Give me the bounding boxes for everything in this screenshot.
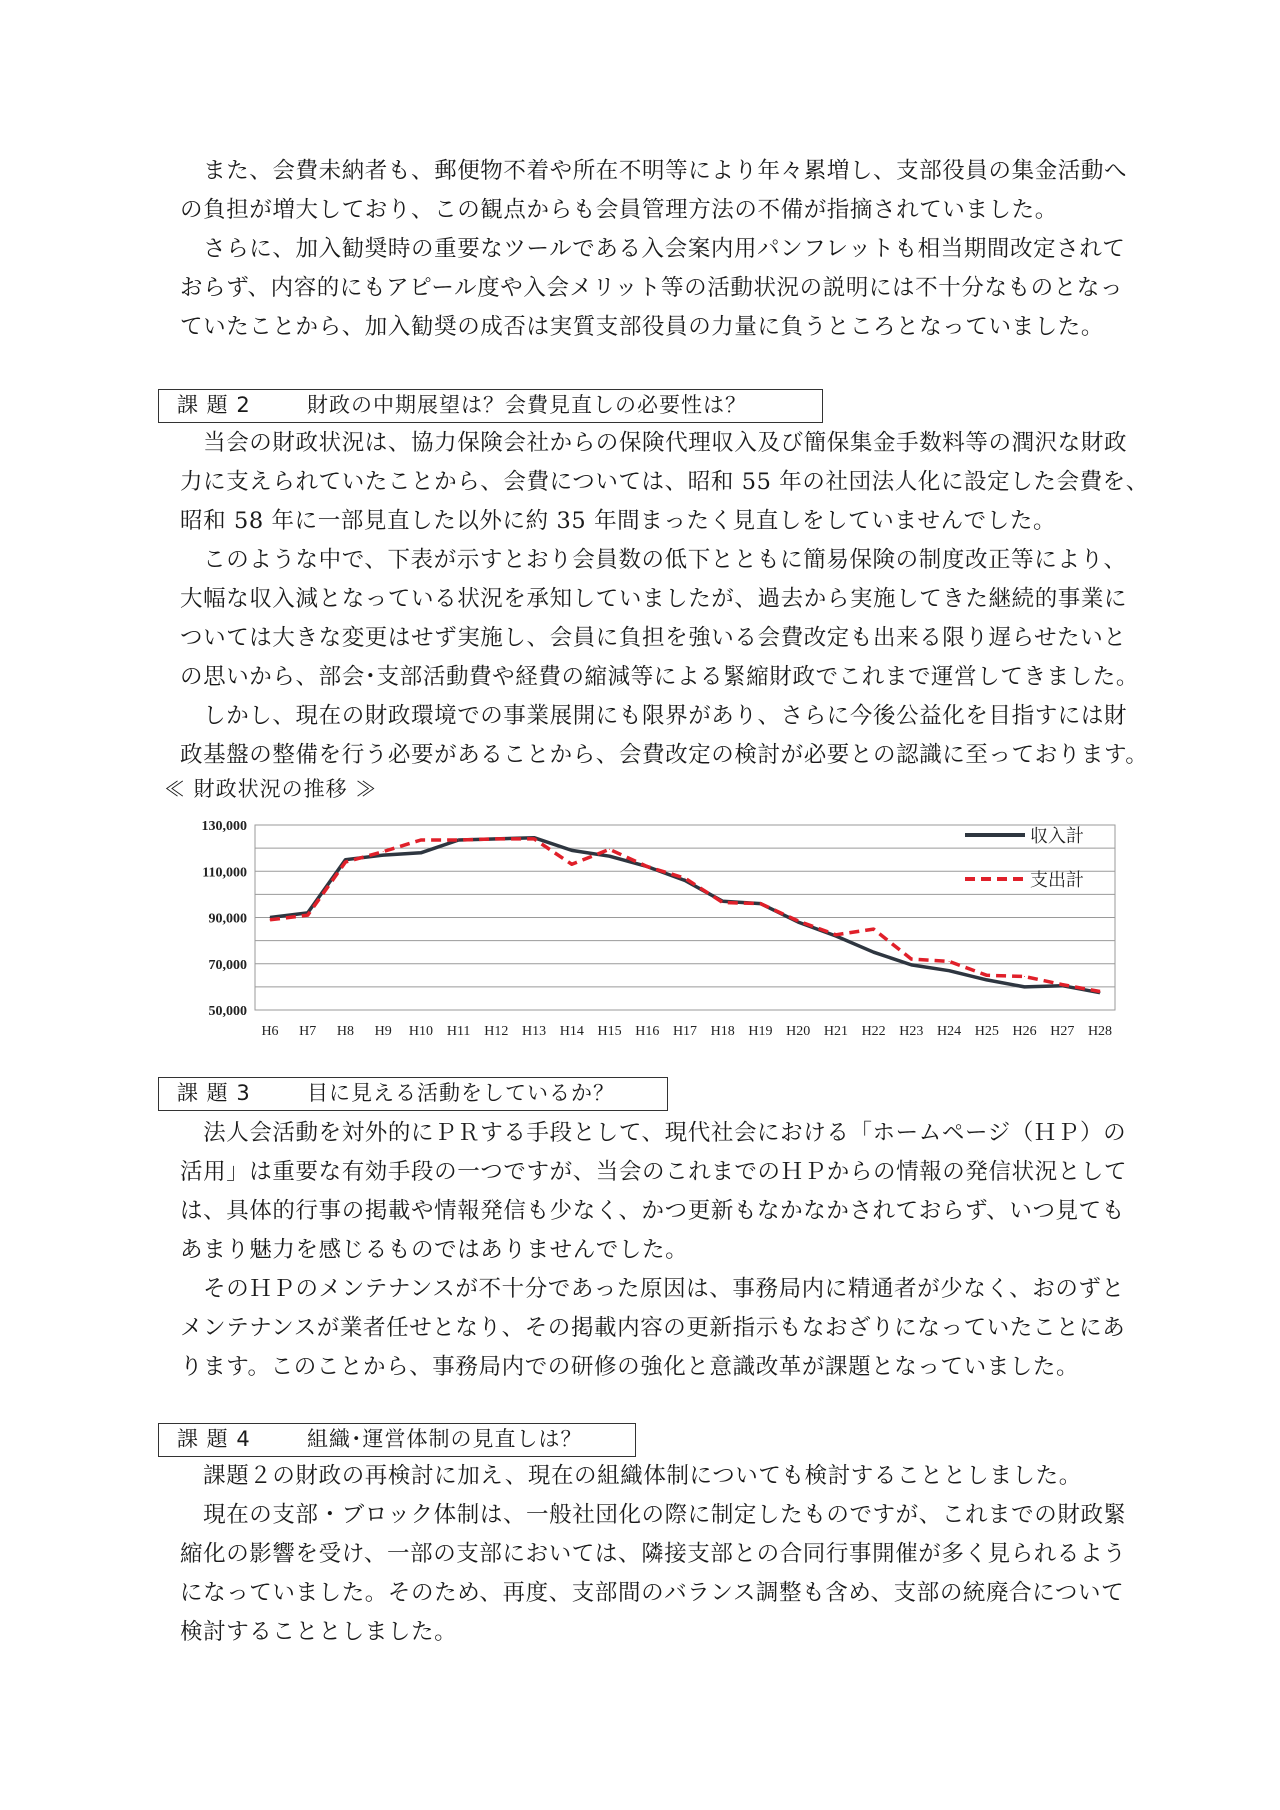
data-point bbox=[1100, 991, 1101, 992]
x-tick-label: H13 bbox=[522, 1024, 547, 1039]
data-point bbox=[1024, 986, 1025, 987]
x-tick-label: H12 bbox=[484, 1024, 509, 1039]
section-number: 課 題 4 bbox=[177, 1427, 251, 1451]
x-tick-label: H26 bbox=[1012, 1024, 1037, 1039]
text-line: ついては大きな変更はせず実施し、会員に負担を強いる会費改定も出来る限り遅らせたいと bbox=[180, 625, 1127, 651]
data-point bbox=[798, 922, 799, 923]
data-point bbox=[986, 979, 987, 980]
x-tick-label: H27 bbox=[1050, 1024, 1075, 1039]
text-line: おらず、内容的にもアピール度や入会メリット等の活動状況の説明には不十分なものとなっ bbox=[180, 275, 1124, 301]
x-tick-label: H24 bbox=[937, 1024, 962, 1039]
legend-label: 収入計 bbox=[1030, 826, 1084, 847]
data-point bbox=[571, 850, 572, 851]
text-line: 政基盤の整備を行う必要があることから、会費改定の検討が必要との認識に至っております。 bbox=[180, 742, 1149, 768]
section-title: 財政の中期展望は？会費見直しの必要性は？ bbox=[307, 393, 747, 417]
data-point bbox=[986, 975, 987, 976]
data-point bbox=[722, 902, 723, 903]
x-tick-label: H19 bbox=[748, 1024, 773, 1039]
data-point bbox=[1024, 976, 1025, 977]
data-point bbox=[345, 859, 346, 860]
data-point bbox=[458, 840, 459, 841]
section-2-body bbox=[180, 424, 1149, 775]
data-point bbox=[1062, 984, 1063, 985]
data-point bbox=[420, 840, 421, 841]
text-line: しかし、現在の財政環境での事業展開にも限界があり、さらに今後公益化を目指すには財 bbox=[180, 703, 1128, 729]
data-point bbox=[270, 919, 271, 920]
section-number: 課 題 2 bbox=[177, 393, 251, 417]
section-number: 課 題 3 bbox=[177, 1081, 251, 1105]
x-tick-label: H9 bbox=[374, 1024, 392, 1039]
series-line-1 bbox=[270, 838, 1100, 993]
data-point bbox=[685, 880, 686, 881]
text-line: の負担が増大しており、この観点からも会員管理方法の不備が指摘されていました。 bbox=[180, 197, 1058, 223]
data-point bbox=[571, 864, 572, 865]
text-line: ていたことから、加入勧奨の成否は実質支部役員の力量に負うところとなっていました。 bbox=[180, 314, 1105, 340]
data-point bbox=[685, 878, 686, 879]
data-point bbox=[383, 855, 384, 856]
section-title: 目に見える活動をしているか？ bbox=[307, 1081, 615, 1105]
x-tick-label: H7 bbox=[299, 1024, 317, 1039]
y-tick-label: 130,000 bbox=[201, 819, 247, 834]
data-point bbox=[835, 934, 836, 935]
data-point bbox=[383, 851, 384, 852]
text-line: このような中で、下表が示すとおり会員数の低下とともに簡易保険の制度改正等により、 bbox=[180, 547, 1127, 573]
section-title: 組織･運営体制の見直しは？ bbox=[307, 1427, 583, 1451]
chart-title: ≪ 財政状況の推移 ≫ bbox=[164, 777, 378, 801]
x-tick-label: H8 bbox=[336, 1024, 355, 1039]
legend-label: 支出計 bbox=[1030, 870, 1084, 891]
x-tick-label: H20 bbox=[786, 1024, 811, 1039]
text-line: 当会の財政状況は、協力保険会社からの保険代理収入及び簡保集金手数料等の潤沢な財政 bbox=[180, 430, 1128, 456]
x-tick-label: H16 bbox=[635, 1024, 660, 1039]
section-2-heading bbox=[158, 389, 823, 423]
data-point bbox=[307, 915, 308, 916]
text-line: の思いから、部会･支部活動費や経費の縮減等による緊縮財政でこれまで運営してきました。 bbox=[180, 664, 1139, 690]
data-point bbox=[949, 961, 950, 962]
x-tick-label: H14 bbox=[559, 1024, 584, 1039]
data-point bbox=[911, 959, 912, 960]
text-line: 活用」は重要な有効手段の一つですが、当会のこれまでのＨＰからの情報の発信状況として bbox=[180, 1159, 1128, 1185]
text-line: 力に支えられていたことから、会費については、昭和 55 年の社団法人化に設定した会費を、 bbox=[180, 469, 1149, 495]
data-point bbox=[345, 862, 346, 863]
y-tick-label: 90,000 bbox=[208, 911, 247, 927]
text-line: そのＨＰのメンテナンスが不十分であった原因は、事務局内に精通者が少なく、おのずと bbox=[180, 1276, 1125, 1302]
y-tick-label: 110,000 bbox=[202, 865, 247, 881]
finance-line-chart bbox=[160, 805, 1130, 1045]
data-point bbox=[496, 838, 497, 839]
section-4-heading bbox=[158, 1423, 636, 1457]
data-point bbox=[911, 964, 912, 965]
data-point bbox=[609, 856, 610, 857]
text-line: は、具体的行事の掲載や情報発信も少なく、かつ更新もなかなかされておらず、いつ見ても bbox=[180, 1198, 1125, 1224]
data-point bbox=[949, 970, 950, 971]
text-line: ります。このことから、事務局内での研修の強化と意識改革が課題となっていました。 bbox=[180, 1354, 1080, 1380]
y-tick-label: 50,000 bbox=[208, 1004, 247, 1019]
text-line: あまり魅力を感じるものではありませんでした。 bbox=[180, 1237, 689, 1263]
data-point bbox=[609, 849, 610, 850]
text-line: 昭和 58 年に一部見直した以外に約 35 年間まったく見直しをしていませんでした。 bbox=[180, 508, 1057, 534]
section-3-heading bbox=[158, 1077, 668, 1111]
text-line: 法人会活動を対外的にＰＲする手段として、現代社会における「ホームページ（ＨＰ）の bbox=[180, 1120, 1127, 1146]
section-3-body bbox=[180, 1114, 1140, 1387]
y-tick-label: 70,000 bbox=[208, 957, 247, 973]
text-line: 縮化の影響を受け、一部の支部においては、隣接支部との合同行事開催が多く見られるよう bbox=[180, 1541, 1127, 1567]
x-tick-label: H11 bbox=[446, 1024, 471, 1039]
x-tick-label: H10 bbox=[408, 1024, 433, 1039]
text-line: メンテナンスが業者任せとなり、その掲載内容の更新指示もなおざりになっていたことにあ bbox=[180, 1315, 1126, 1341]
x-tick-label: H25 bbox=[974, 1024, 999, 1039]
x-tick-label: H28 bbox=[1087, 1024, 1113, 1039]
data-point bbox=[420, 852, 421, 853]
text-line: 大幅な収入減となっている状況を承知していましたが、過去から実施してきた継続的事業に bbox=[180, 586, 1128, 612]
data-point bbox=[760, 903, 761, 904]
x-tick-label: H15 bbox=[597, 1024, 622, 1039]
x-tick-label: H17 bbox=[672, 1024, 698, 1039]
data-point bbox=[270, 917, 271, 918]
data-point bbox=[873, 952, 874, 953]
text-line: また、会費未納者も、郵便物不着や所在不明等により年々累増し、支部役員の集金活動へ bbox=[180, 158, 1128, 184]
data-point bbox=[798, 920, 799, 921]
series-line-2 bbox=[270, 839, 1100, 992]
section-4-body bbox=[180, 1457, 1140, 1652]
data-point bbox=[534, 838, 535, 839]
intro-paragraph bbox=[180, 152, 1140, 347]
text-line: 現在の支部・ブロック体制は、一般社団化の際に制定したものですが、これまでの財政緊 bbox=[180, 1502, 1127, 1528]
text-line: さらに、加入勧奨時の重要なツールである入会案内用パンフレットも相当期間改定されて bbox=[180, 236, 1126, 262]
data-point bbox=[647, 866, 648, 867]
x-tick-label: H6 bbox=[261, 1024, 279, 1039]
x-tick-label: H21 bbox=[823, 1024, 848, 1039]
x-tick-label: H23 bbox=[899, 1024, 924, 1039]
x-tick-label: H22 bbox=[861, 1024, 886, 1039]
text-line: になっていました。そのため、再度、支部間のバランス調整も含め、支部の統廃合について bbox=[180, 1580, 1125, 1606]
text-line: 検討することとしました。 bbox=[180, 1619, 458, 1645]
text-line: 課題２の財政の再検討に加え、現在の組織体制についても検討することとしました。 bbox=[180, 1463, 1082, 1489]
x-tick-label: H18 bbox=[710, 1024, 735, 1039]
data-point bbox=[873, 929, 874, 930]
